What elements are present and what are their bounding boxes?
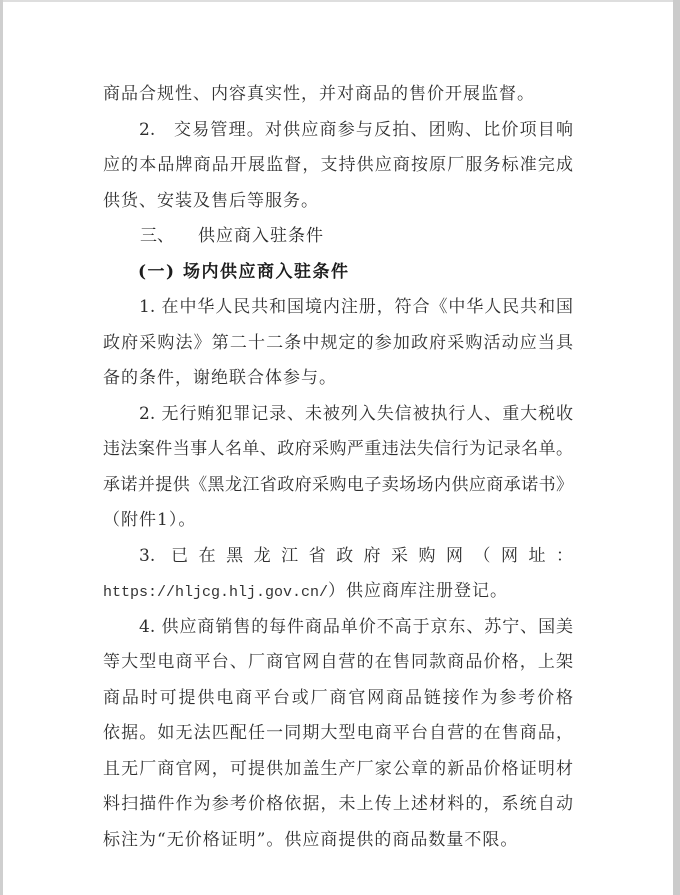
text-line: 依据。如无法匹配任一同期大型电商平台自营的在售商品， xyxy=(103,723,573,743)
url-suffix-text: ）供应商库注册登记。 xyxy=(328,581,509,601)
text-line: 4. 供应商销售的每件商品单价不高于京东、苏宁、国美 xyxy=(139,616,573,637)
text-line xyxy=(103,574,573,610)
subsection-heading: (一) 场内供应商入驻条件 xyxy=(138,261,350,282)
text-line: 应的本品牌商品开展监督，支持供应商按原厂服务标准完成 xyxy=(103,155,573,175)
text-line xyxy=(103,113,573,149)
text-line: 1. 在中华人民共和国境内注册，符合《中华人民共和国 xyxy=(139,297,573,317)
text-line: 料扫描件作为参考价格依据，未上传上述材料的，系统自动 xyxy=(103,794,573,814)
registration-url: https://hljcg.hlj.gov.cn/ xyxy=(103,584,329,601)
paragraph-continuation xyxy=(103,77,573,113)
text-line: 等大型电商平台、厂商官网自营的在售同款商品价格，上架 xyxy=(103,652,573,672)
text-line: 3. 已在黑龙江省政府采购网（网址： xyxy=(139,545,573,566)
text-line: 供货、安装及售后等服务。 xyxy=(103,190,319,211)
paragraph-condition-1 xyxy=(103,290,573,397)
text-line: 2. 无行贿犯罪记录、未被列入失信被执行人、重大税收 xyxy=(139,403,573,424)
section-number: 三、 xyxy=(140,226,174,246)
text-line: 违法案件当事人名单、政府采购严重违法失信行为记录名单。 xyxy=(103,439,573,459)
page-edge-top xyxy=(0,0,680,2)
paragraph-item-2-transaction-management xyxy=(103,113,573,220)
item-number: 2. xyxy=(139,119,156,140)
paragraph-condition-2 xyxy=(103,397,573,539)
item-text: 交易管理。对供应商参与反拍、团购、比价项目响 xyxy=(174,119,573,140)
text-line: 商品时可提供电商平台或厂商官网商品链接作为参考价格 xyxy=(103,687,573,708)
paragraph-condition-3 xyxy=(103,539,573,610)
text-line: （附件1）。 xyxy=(103,510,197,530)
text-line: 承诺并提供《黑龙江省政府采购电子卖场场内供应商承诺书》 xyxy=(103,474,573,495)
document-page xyxy=(103,77,573,858)
page-edge-right xyxy=(673,0,680,895)
text-line: 且无厂商官网，可提供加盖生产厂家公章的新品价格证明材 xyxy=(103,758,573,779)
paragraph-condition-4 xyxy=(103,610,573,859)
text-line: 商品合规性、内容真实性，并对商品的售价开展监督。 xyxy=(103,84,535,104)
section-heading xyxy=(103,219,573,255)
text-line: 备的条件，谢绝联合体参与。 xyxy=(103,368,337,388)
text-line: 政府采购法》第二十二条中规定的参加政府采购活动应当具 xyxy=(103,332,573,353)
text-line: 标注为“无价格证明”。供应商提供的商品数量不限。 xyxy=(103,829,519,850)
page-edge-left xyxy=(0,0,3,895)
section-title: 供应商入驻条件 xyxy=(198,226,324,246)
